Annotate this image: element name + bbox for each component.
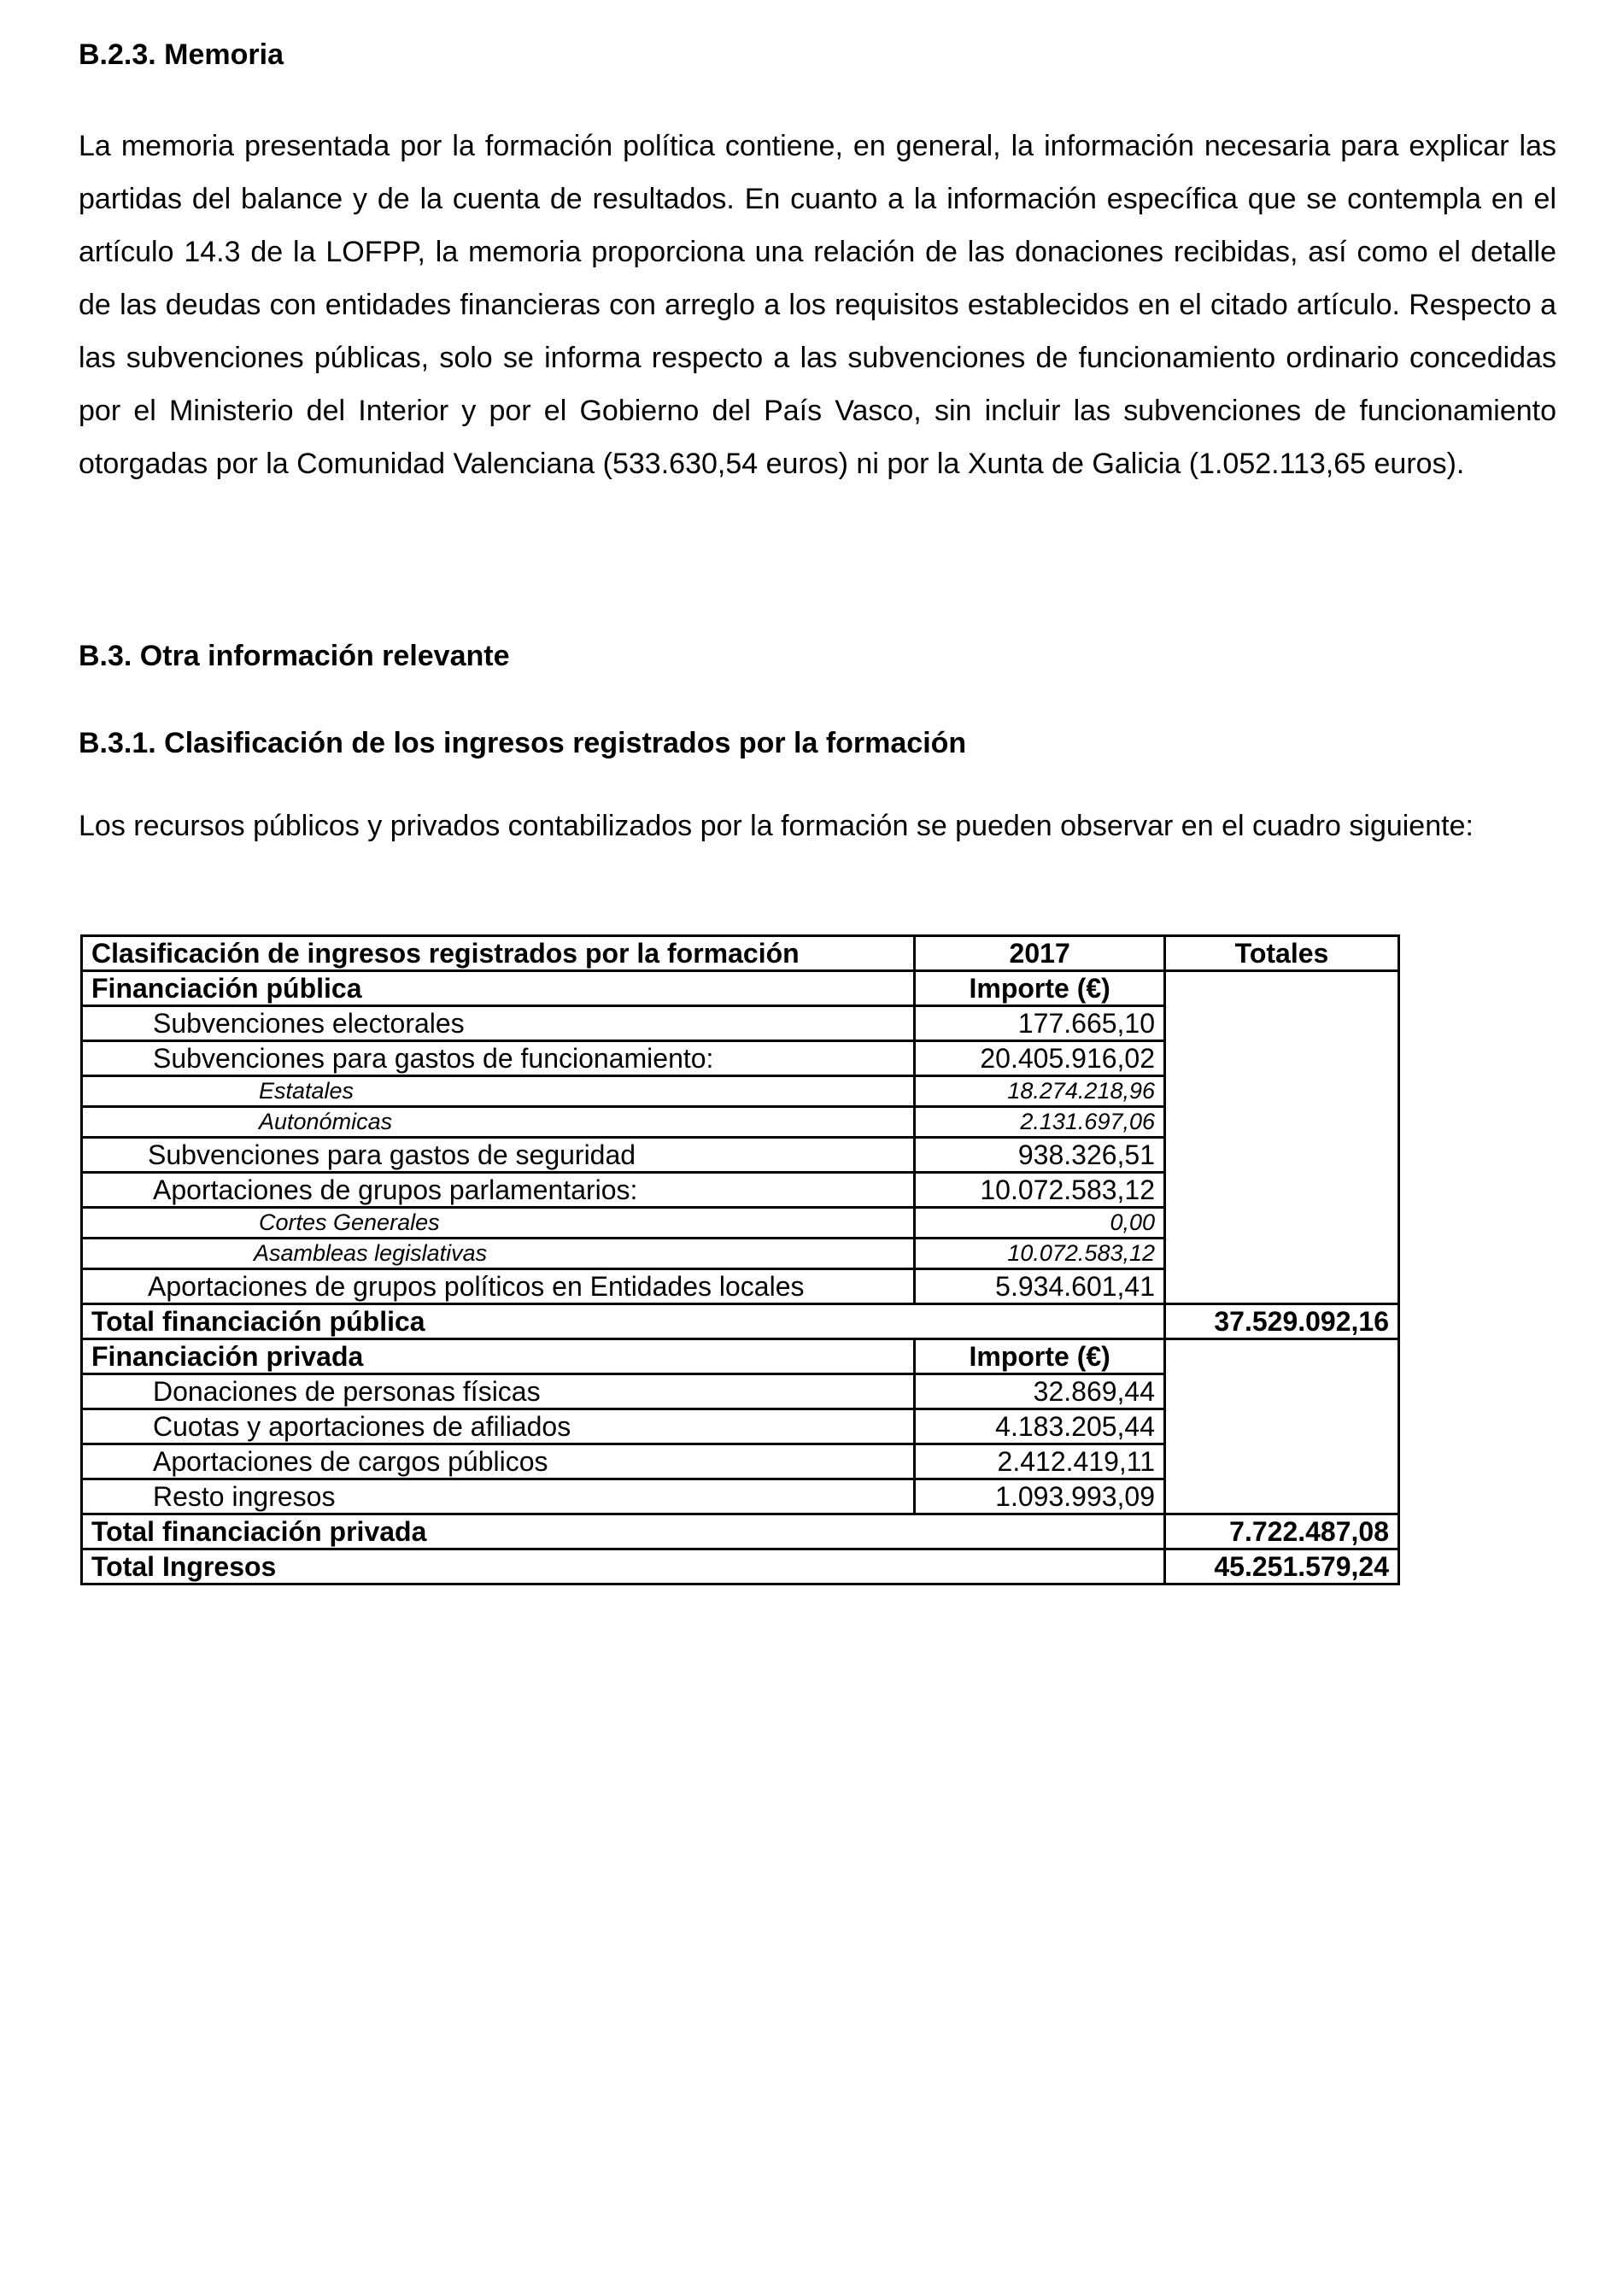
section-heading-otra-informacion: B.3. Otra información relevante <box>79 640 510 672</box>
subrow-value: 18.274.218,96 <box>915 1076 1165 1107</box>
publica-label: Financiación pública <box>82 971 915 1006</box>
subrow-value: 0,00 <box>915 1208 1165 1239</box>
row-label: Subvenciones para gastos de seguridad <box>82 1138 915 1173</box>
publica-total-label: Total financiación pública <box>82 1304 1165 1339</box>
row-label: Subvenciones electorales <box>82 1006 915 1041</box>
privada-totales-cell <box>1165 1339 1399 1514</box>
privada-total-value: 7.722.487,08 <box>1165 1514 1399 1549</box>
row-value: 177.665,10 <box>915 1006 1165 1041</box>
subrow-label: Cortes Generales <box>82 1208 915 1239</box>
privada-importe-label: Importe (€) <box>915 1339 1165 1374</box>
subrow-value: 2.131.697,06 <box>915 1107 1165 1138</box>
section-heading-clasificacion: B.3.1. Clasificación de los ingresos registrados por la formación <box>79 727 967 759</box>
grand-total-row <box>82 1549 1399 1584</box>
publica-total-row <box>82 1304 1399 1339</box>
row-value: 20.405.916,02 <box>915 1041 1165 1076</box>
row-value: 2.412.419,11 <box>915 1444 1165 1479</box>
row-label: Aportaciones de cargos públicos <box>82 1444 915 1479</box>
memoria-paragraph: La memoria presentada por la formación política contiene, en general, la información necesaria para explicar las partidas del balance y de la cuenta de resultados. En cuanto a la información específica que se contempla en el artículo 14.3 de la LOFPP, la memoria proporciona una relación de las donaciones recibidas, así como el detalle de las deudas con entidades financieras con arreglo a los requisitos establecidos en el citado artículo. Respecto a las subvenciones públicas, solo se informa respecto a las subvenciones de funcionamiento ordinario concedidas por el Ministerio del Interior y por el Gobierno del País Vasco, sin incluir las subvenciones de funcionamiento otorgadas por la Comunidad Valenciana (533.630,54 euros) ni por la Xunta de Galicia (1.052.113,65 euros). <box>79 130 1556 480</box>
row-label: Donaciones de personas físicas <box>82 1374 915 1409</box>
header-year: 2017 <box>915 936 1165 971</box>
row-label: Aportaciones de grupos políticos en Entidades locales <box>82 1269 915 1304</box>
subrow-label: Autonómicas <box>82 1107 915 1138</box>
header-totales: Totales <box>1165 936 1399 971</box>
subrow-label: Asambleas legislativas <box>82 1239 915 1269</box>
ingresos-table <box>80 934 1400 1585</box>
publica-totales-cell <box>1165 971 1399 1304</box>
table-header-row <box>82 936 1399 971</box>
privada-total-label: Total financiación privada <box>82 1514 1165 1549</box>
recursos-paragraph: Los recursos públicos y privados contabilizados por la formación se pueden observar en el cuadro siguiente: <box>79 810 1474 842</box>
privada-total-row <box>82 1514 1399 1549</box>
subrow-label: Estatales <box>82 1076 915 1107</box>
grand-total-value: 45.251.579,24 <box>1165 1549 1399 1584</box>
privada-section-row <box>82 1339 1399 1374</box>
row-label: Aportaciones de grupos parlamentarios: <box>82 1173 915 1208</box>
privada-label: Financiación privada <box>82 1339 915 1374</box>
publica-total-value: 37.529.092,16 <box>1165 1304 1399 1339</box>
subrow-value: 10.072.583,12 <box>915 1239 1165 1269</box>
publica-importe-label: Importe (€) <box>915 971 1165 1006</box>
grand-total-label: Total Ingresos <box>82 1549 1165 1584</box>
row-label: Subvenciones para gastos de funcionamiento: <box>82 1041 915 1076</box>
row-value: 938.326,51 <box>915 1138 1165 1173</box>
row-label: Resto ingresos <box>82 1479 915 1514</box>
section-heading-memoria: B.2.3. Memoria <box>79 38 284 71</box>
row-value: 32.869,44 <box>915 1374 1165 1409</box>
publica-section-row <box>82 971 1399 1006</box>
row-value: 10.072.583,12 <box>915 1173 1165 1208</box>
header-classification: Clasificación de ingresos registrados por la formación <box>82 936 915 971</box>
row-label: Cuotas y aportaciones de afiliados <box>82 1409 915 1444</box>
row-value: 5.934.601,41 <box>915 1269 1165 1304</box>
row-value: 4.183.205,44 <box>915 1409 1165 1444</box>
row-value: 1.093.993,09 <box>915 1479 1165 1514</box>
